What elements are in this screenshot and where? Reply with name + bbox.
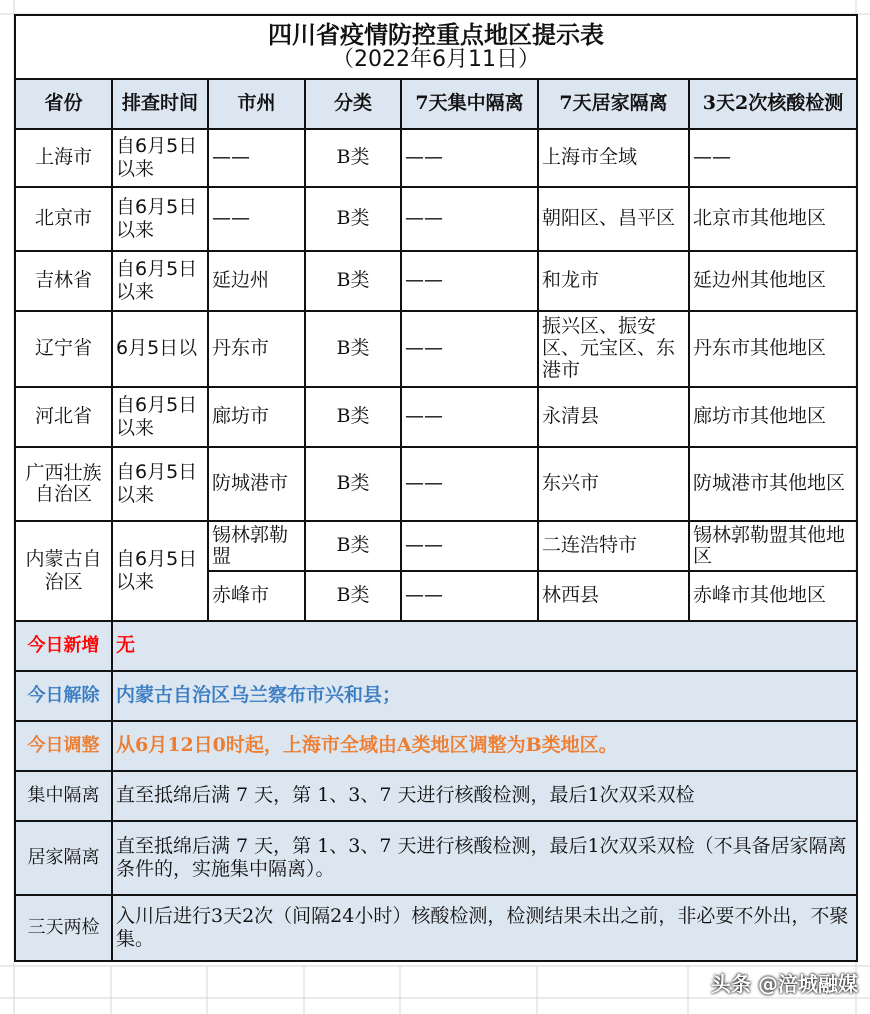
time-cell: 自6月5日以来 bbox=[112, 129, 208, 187]
time-cell: 自6月5日以来 bbox=[112, 387, 208, 447]
central-cell: —— bbox=[401, 521, 538, 571]
province-cell: 内蒙古自治区 bbox=[15, 521, 112, 621]
city-cell: —— bbox=[208, 129, 305, 187]
three-day-test-row bbox=[15, 895, 857, 961]
test-cell: 北京市其他地区 bbox=[689, 187, 857, 251]
category-cell: B类 bbox=[305, 251, 401, 311]
central-cell: —— bbox=[401, 129, 538, 187]
test-cell: —— bbox=[689, 129, 857, 187]
table-row bbox=[15, 311, 857, 387]
three-day-test-text: 入川后进行3天2次（间隔24小时）核酸检测，检测结果未出之前，非必要不外出，不聚集。 bbox=[112, 895, 857, 961]
today-adjust-row bbox=[15, 721, 857, 771]
home-cell: 永清县 bbox=[538, 387, 689, 447]
province-cell: 河北省 bbox=[15, 387, 112, 447]
central-quarantine-text: 直至抵绵后满 7 天，第 1、3、7 天进行核酸检测，最后1次双采双检 bbox=[112, 771, 857, 821]
time-cell: 自6月5日以来 bbox=[112, 447, 208, 521]
watermark: 头条 @涪城融媒 bbox=[711, 972, 858, 996]
city-cell: —— bbox=[208, 187, 305, 251]
time-cell: 自6月5日以来 bbox=[112, 521, 208, 621]
province-cell: 广西壮族自治区 bbox=[15, 447, 112, 521]
time-cell: 自6月5日以来 bbox=[112, 251, 208, 311]
today-new-row bbox=[15, 621, 857, 671]
today-lifted-row bbox=[15, 671, 857, 721]
province-cell: 辽宁省 bbox=[15, 311, 112, 387]
test-cell: 延边州其他地区 bbox=[689, 251, 857, 311]
city-cell: 赤峰市 bbox=[208, 571, 305, 621]
city-cell: 丹东市 bbox=[208, 311, 305, 387]
home-cell: 东兴市 bbox=[538, 447, 689, 521]
home-cell: 朝阳区、昌平区 bbox=[538, 187, 689, 251]
three-day-test-label: 三天两检 bbox=[15, 895, 112, 961]
central-cell: —— bbox=[401, 447, 538, 521]
category-cell: B类 bbox=[305, 129, 401, 187]
today-lifted-label: 今日解除 bbox=[15, 671, 112, 721]
header-central-quarantine: 7天集中隔离 bbox=[401, 79, 538, 129]
home-cell: 上海市全域 bbox=[538, 129, 689, 187]
today-new-text: 无 bbox=[112, 621, 857, 671]
central-cell: —— bbox=[401, 251, 538, 311]
city-cell: 锡林郭勒盟 bbox=[208, 521, 305, 571]
home-cell: 二连浩特市 bbox=[538, 521, 689, 571]
test-cell: 防城港市其他地区 bbox=[689, 447, 857, 521]
category-cell: B类 bbox=[305, 387, 401, 447]
city-cell: 防城港市 bbox=[208, 447, 305, 521]
table-row bbox=[15, 187, 857, 251]
home-cell: 林西县 bbox=[538, 571, 689, 621]
header-row bbox=[15, 79, 857, 129]
category-cell: B类 bbox=[305, 187, 401, 251]
category-cell: B类 bbox=[305, 311, 401, 387]
today-new-label: 今日新增 bbox=[15, 621, 112, 671]
home-quarantine-text: 直至抵绵后满 7 天，第 1、3、7 天进行核酸检测，最后1次双采双检（不具备居家隔离条件的，实施集中隔离）。 bbox=[112, 821, 857, 895]
header-time: 排查时间 bbox=[112, 79, 208, 129]
province-cell: 北京市 bbox=[15, 187, 112, 251]
central-quarantine-row bbox=[15, 771, 857, 821]
table-row bbox=[15, 387, 857, 447]
table-row bbox=[15, 521, 857, 571]
test-cell: 锡林郭勒盟其他地区 bbox=[689, 521, 857, 571]
central-cell: —— bbox=[401, 571, 538, 621]
title-cell bbox=[15, 15, 857, 79]
time-cell: 自6月5日以来 bbox=[112, 187, 208, 251]
header-category: 分类 bbox=[305, 79, 401, 129]
table-row bbox=[15, 251, 857, 311]
table-row bbox=[15, 447, 857, 521]
central-cell: —— bbox=[401, 187, 538, 251]
test-cell: 赤峰市其他地区 bbox=[689, 571, 857, 621]
test-cell: 丹东市其他地区 bbox=[689, 311, 857, 387]
home-cell: 和龙市 bbox=[538, 251, 689, 311]
header-nucleic-test: 3天2次核酸检测 bbox=[689, 79, 857, 129]
title-row bbox=[15, 15, 857, 79]
home-quarantine-label: 居家隔离 bbox=[15, 821, 112, 895]
city-cell: 廊坊市 bbox=[208, 387, 305, 447]
central-cell: —— bbox=[401, 387, 538, 447]
table-row bbox=[15, 129, 857, 187]
page-date: （2022年6月11日） bbox=[332, 47, 540, 73]
epidemic-control-table bbox=[14, 14, 858, 962]
central-quarantine-label: 集中隔离 bbox=[15, 771, 112, 821]
page-title: 四川省疫情防控重点地区提示表 bbox=[268, 20, 604, 49]
home-cell: 振兴区、振安区、元宝区、东港市 bbox=[538, 311, 689, 387]
category-cell: B类 bbox=[305, 571, 401, 621]
central-cell: —— bbox=[401, 311, 538, 387]
province-cell: 吉林省 bbox=[15, 251, 112, 311]
today-adjust-label: 今日调整 bbox=[15, 721, 112, 771]
header-home-quarantine: 7天居家隔离 bbox=[538, 79, 689, 129]
category-cell: B类 bbox=[305, 521, 401, 571]
city-cell: 延边州 bbox=[208, 251, 305, 311]
time-cell: 6月5日以 bbox=[112, 311, 208, 387]
header-province: 省份 bbox=[15, 79, 112, 129]
today-lifted-text: 内蒙古自治区乌兰察布市兴和县； bbox=[112, 671, 857, 721]
test-cell: 廊坊市其他地区 bbox=[689, 387, 857, 447]
province-cell: 上海市 bbox=[15, 129, 112, 187]
header-city: 市州 bbox=[208, 79, 305, 129]
today-adjust-text: 从6月12日0时起，上海市全域由A类地区调整为B类地区。 bbox=[112, 721, 857, 771]
home-quarantine-row bbox=[15, 821, 857, 895]
category-cell: B类 bbox=[305, 447, 401, 521]
